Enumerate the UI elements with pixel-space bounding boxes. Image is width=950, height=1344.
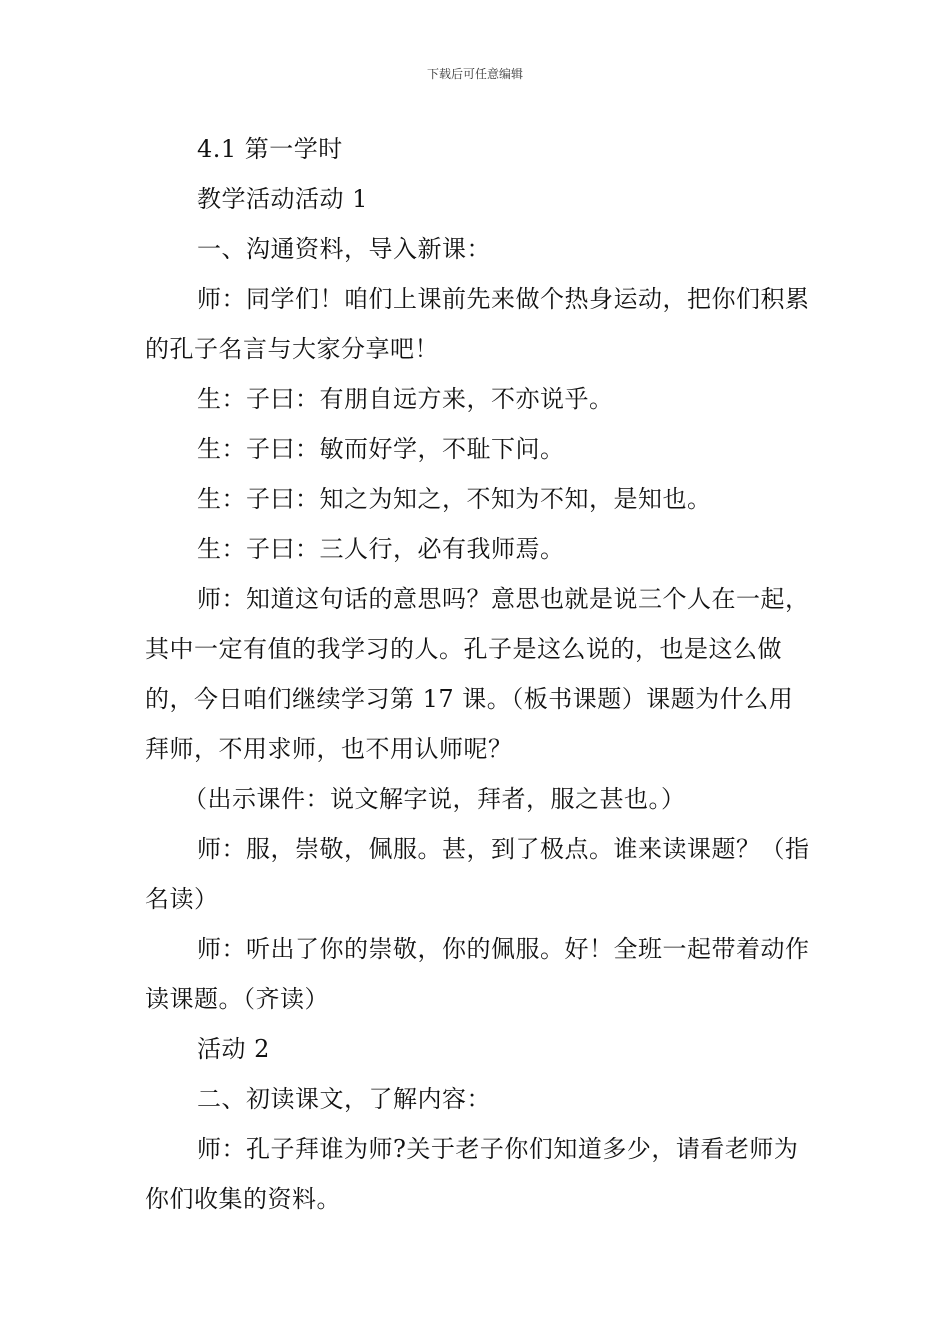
paragraph: 4.1 第一学时 (197, 135, 343, 163)
document-body (145, 124, 810, 1224)
paragraph: 师：服，崇敬，佩服。甚，到了极点。谁来读课题？（指名读） (145, 835, 810, 913)
paragraph: 教学活动活动 1 (197, 185, 368, 213)
paragraph: 活动 2 (197, 1035, 270, 1063)
paragraph: 二、初读课文，了解内容： (197, 1085, 491, 1113)
paragraph: 生：子曰：有朋自远方来，不亦说乎。 (197, 385, 614, 413)
paragraph: 一、沟通资料，导入新课： (197, 235, 491, 263)
paragraph: 师：知道这句话的意思吗？意思也就是说三个人在一起，其中一定有值的我学习的人。孔子是这么说的，也是这么做的，今日咱们继续学习第 17 课。（板书课题）课题为什么用拜师，不用求师，也不用认师呢？ (145, 585, 810, 763)
paragraph: 师：同学们！咱们上课前先来做个热身运动，把你们积累的孔子名言与大家分享吧！ (145, 285, 810, 363)
paragraph: （出示课件：说文解字说，拜者，服之甚也。） (183, 785, 686, 813)
paragraph: 师：孔子拜谁为师?关于老子你们知道多少，请看老师为你们收集的资料。 (145, 1135, 799, 1213)
paragraph: 生：子曰：三人行，必有我师焉。 (197, 535, 565, 563)
paragraph: 生：子曰：知之为知之，不知为不知，是知也。 (197, 485, 712, 513)
page-header: 下载后可任意编辑 (426, 67, 523, 81)
paragraph: 生：子曰：敏而好学，不耻下问。 (197, 435, 565, 463)
paragraph: 师：听出了你的崇敬，你的佩服。好！全班一起带着动作读课题。（齐读） (145, 935, 810, 1013)
